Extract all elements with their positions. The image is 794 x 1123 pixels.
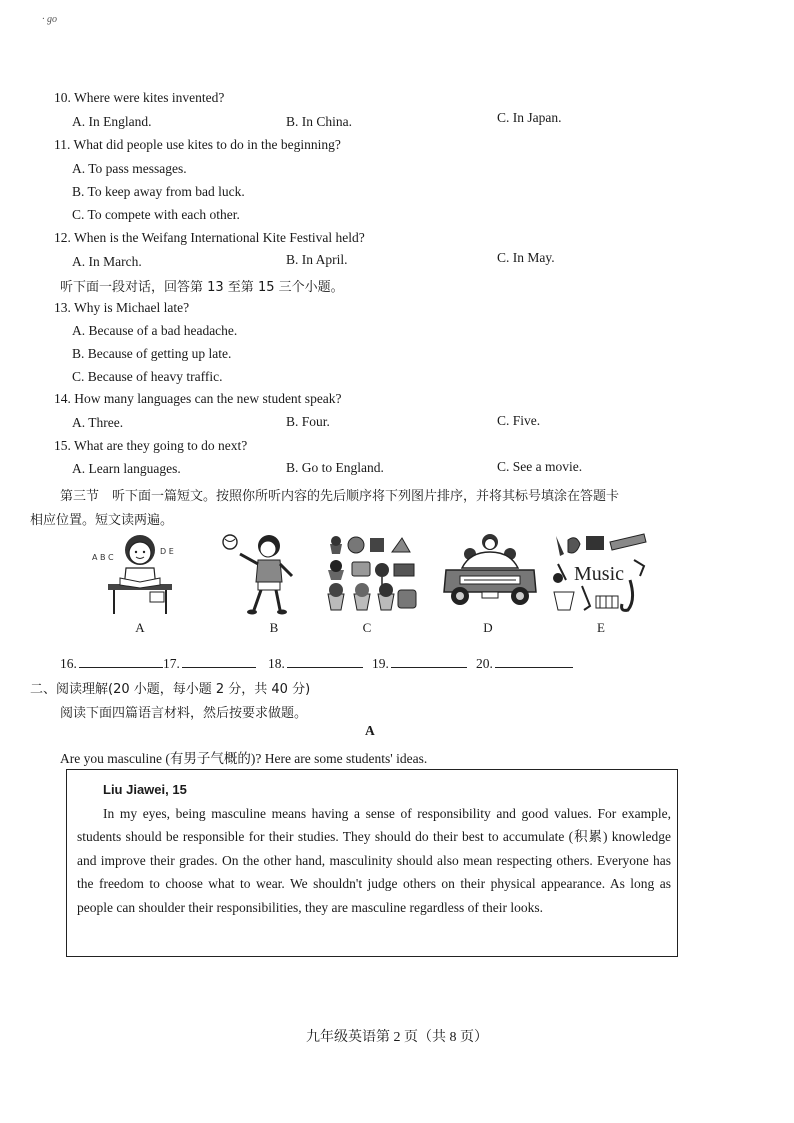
question-text: How many languages can the new student speak? xyxy=(74,391,342,406)
music-word: Music xyxy=(574,563,624,585)
picture-d-car-family xyxy=(440,530,540,616)
option-10a: A. In England. xyxy=(72,114,152,129)
question-number: 12. xyxy=(54,230,71,245)
passage-intro: Are you masculine (有男子气概的)? Here are some students' ideas. xyxy=(60,751,428,766)
question-text: Why is Michael late? xyxy=(74,300,190,315)
picture-label-d: D xyxy=(483,620,493,635)
student-idea-box xyxy=(66,769,678,957)
option-10b: B. In China. xyxy=(286,114,352,129)
student-author: Liu Jiawei, 15 xyxy=(103,782,187,797)
option-12a: A. In March. xyxy=(72,254,142,269)
option-13c: C. Because of heavy traffic. xyxy=(72,369,223,384)
passage-label: A xyxy=(365,723,375,738)
option-10c: C. In Japan. xyxy=(497,110,562,125)
blank-number: 17. xyxy=(163,656,180,671)
question-text: When is the Weifang International Kite Festival held? xyxy=(74,230,365,245)
question-15 xyxy=(54,438,247,454)
page-footer: 九年级英语第 2 页（共 8 页） xyxy=(306,1030,488,1045)
svg-text:D E: D E xyxy=(160,547,174,556)
answer-blank-20[interactable] xyxy=(476,654,573,672)
option-15c: C. See a movie. xyxy=(497,459,583,474)
picture-e-music-instruments xyxy=(550,530,650,616)
option-13a: A. Because of a bad headache. xyxy=(72,323,238,338)
question-11 xyxy=(54,137,341,153)
option-11a: A. To pass messages. xyxy=(72,161,187,176)
option-15a: A. Learn languages. xyxy=(72,461,181,476)
reading-section-heading: 二、阅读理解(20 小题，每小题 2 分，共 40 分) xyxy=(30,682,311,697)
option-15b: B. Go to England. xyxy=(286,460,384,475)
answer-blank-19[interactable] xyxy=(372,654,467,672)
picture-a-girl-reading xyxy=(90,530,190,616)
question-13 xyxy=(54,300,189,316)
question-number: 13. xyxy=(54,300,71,315)
answer-blank-17[interactable] xyxy=(163,654,256,672)
option-11b: B. To keep away from bad luck. xyxy=(72,184,245,199)
reading-instruction: 阅读下面四篇语言材料，然后按要求做题。 xyxy=(60,706,308,721)
option-14a: A. Three. xyxy=(72,415,124,430)
option-14c: C. Five. xyxy=(497,413,541,428)
option-12b: B. In April. xyxy=(286,252,348,267)
option-11c: C. To compete with each other. xyxy=(72,207,240,222)
answer-blank-18[interactable] xyxy=(268,654,363,672)
blank-number: 16. xyxy=(60,656,77,671)
corner-mark: · go xyxy=(42,14,57,25)
question-number: 15. xyxy=(54,438,71,453)
svg-text:A B C: A B C xyxy=(92,553,114,562)
picture-c-desserts xyxy=(322,530,422,616)
section3-instruction-line2: 相应位置。短文读两遍。 xyxy=(30,513,174,528)
blank-number: 18. xyxy=(268,656,285,671)
question-12 xyxy=(54,230,365,246)
question-number: 10. xyxy=(54,90,71,105)
blank-number: 20. xyxy=(476,656,493,671)
option-13b: B. Because of getting up late. xyxy=(72,346,232,361)
instruction-13-15: 听下面一段对话，回答第 13 至第 15 三个小题。 xyxy=(60,280,344,295)
question-10 xyxy=(54,90,224,106)
question-number: 14. xyxy=(54,391,71,406)
option-12c: C. In May. xyxy=(497,250,555,265)
question-14 xyxy=(54,391,342,407)
question-text: What are they going to do next? xyxy=(74,438,248,453)
student-opinion-text: In my eyes, being masculine means having a sense of responsibility and good values. For example, students should be responsible for their studies. They should do their best to accumulate (积累) knowledge and improve their grades. On the other hand, masculinity should also mean respecting others. Everyone has the freedom to choose what to wear. We shouldn't judge others on their physical appearance. As long as people can shoulder their responsibilities, they are masculine regardless of their looks. xyxy=(77,805,671,915)
option-14b: B. Four. xyxy=(286,414,330,429)
picture-label-c: C xyxy=(362,620,372,635)
picture-b-boy-playing-ball xyxy=(214,530,314,616)
blank-number: 19. xyxy=(372,656,389,671)
answer-blank-16[interactable] xyxy=(60,654,163,672)
picture-label-e: E xyxy=(597,620,605,635)
section3-instruction-line1: 第三节 听下面一篇短文。按照你所听内容的先后顺序将下列图片排序，并将其标号填涂在答题卡 xyxy=(60,489,620,504)
question-text: What did people use kites to do in the beginning? xyxy=(73,137,341,152)
question-number: 11. xyxy=(54,137,71,152)
picture-label-a: A xyxy=(135,620,145,635)
question-text: Where were kites invented? xyxy=(74,90,225,105)
picture-label-b: B xyxy=(269,620,279,635)
